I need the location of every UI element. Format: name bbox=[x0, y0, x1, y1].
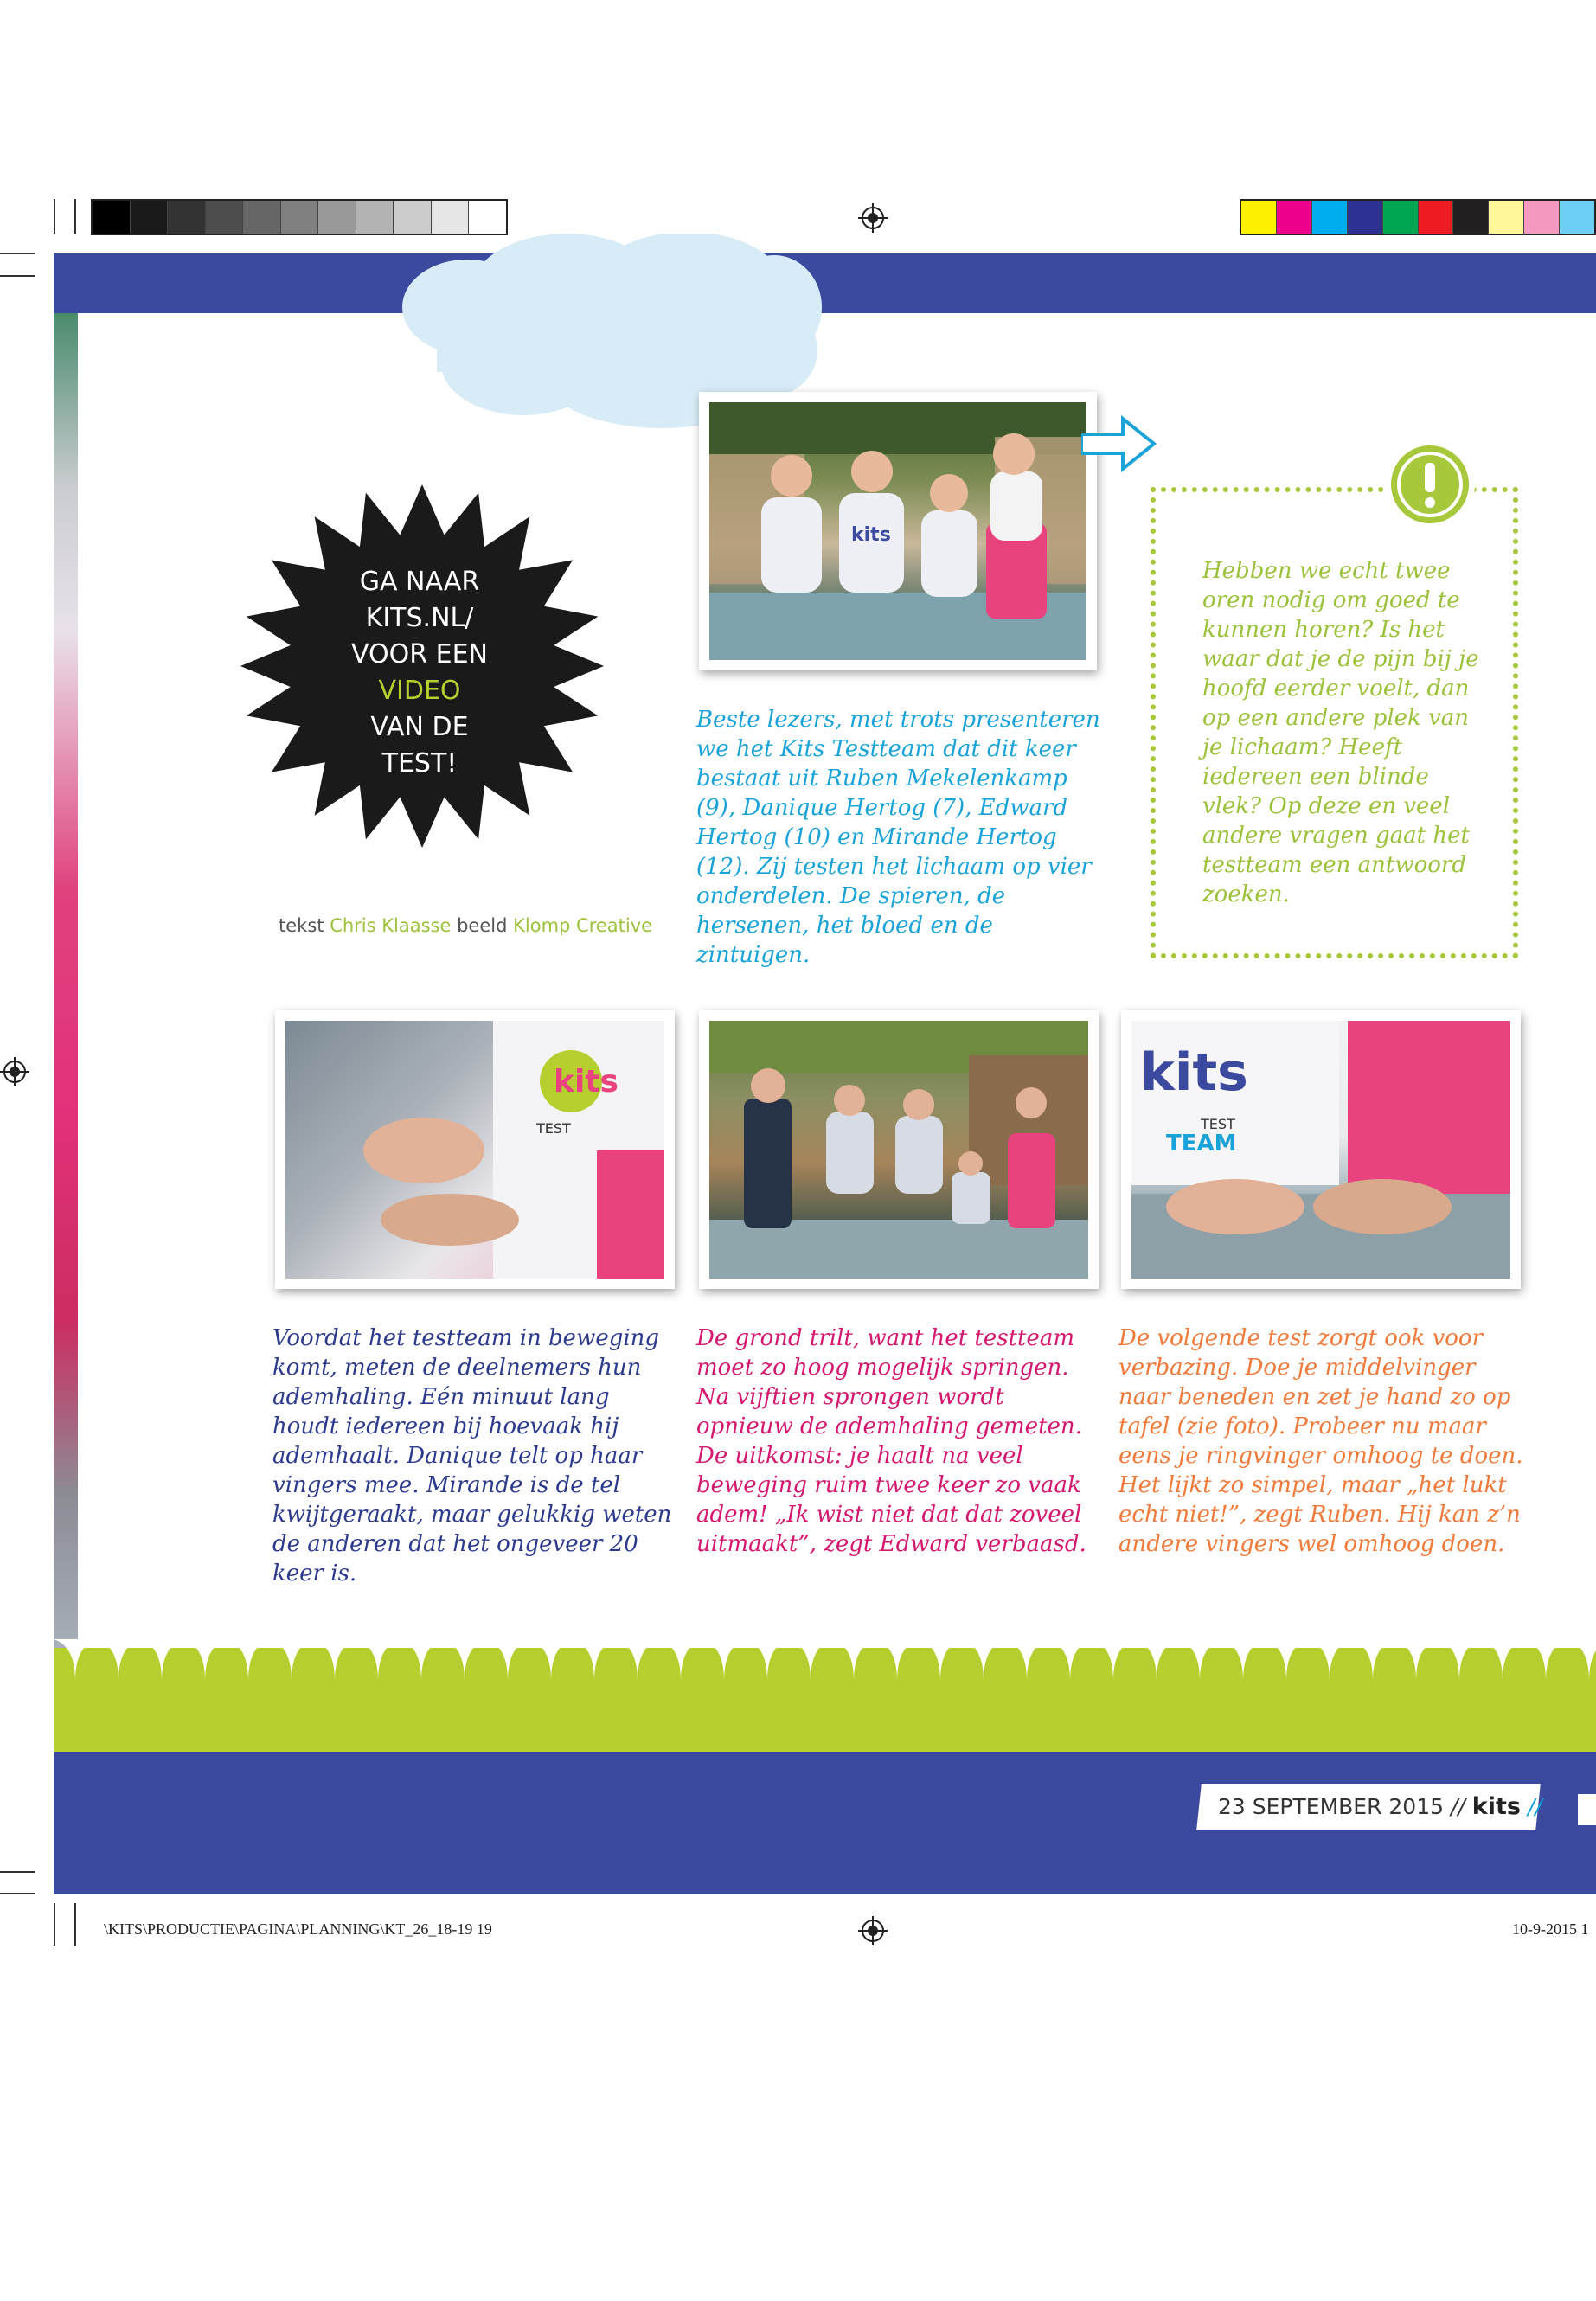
column-1-text: Voordat het testteam in beweging komt, meten de deelnemers hun ademhaling. Eén minuut lang houdt iedereen bij hoevaak hij ademhaalt. Danique telt op haar vingers mee. Mirande is de tel kwijtgeraakt, maar gelukkig weten de anderen dat het ongeveer 20 keer is. bbox=[272, 1325, 672, 1586]
crop-mark bbox=[0, 1871, 35, 1873]
credit-photographer: Klomp Creative bbox=[513, 915, 653, 936]
photo-image bbox=[709, 402, 1086, 660]
photo-team-group bbox=[699, 392, 1097, 670]
photo-illustration bbox=[285, 1021, 664, 1279]
info-box-text: Hebben we echt twee oren nodig om goed te kunnen horen? Is het waar dat je de pijn bij je hoofd eerder voelt, dan op een andere plek van je lichaam? Heeft iedereen een blinde vlek? Op deze en veel andere vragen gaat het testteam een antwoord zoeken. bbox=[1202, 558, 1479, 907]
shirt-logo-text: kits bbox=[851, 524, 891, 546]
scallop-tooth bbox=[1092, 1639, 1135, 1681]
registration-mark-icon bbox=[858, 203, 888, 233]
shirt-sub-text: TEST bbox=[536, 1120, 571, 1137]
credit-label: tekst bbox=[279, 915, 324, 936]
scallop-tooth bbox=[919, 1639, 962, 1681]
scallop-tooth bbox=[356, 1639, 400, 1681]
shirt-team-text: TEAM bbox=[1166, 1131, 1237, 1157]
scallop-tooth bbox=[789, 1639, 832, 1681]
scallop-tooth bbox=[875, 1639, 919, 1681]
photo-illustration bbox=[1131, 1021, 1510, 1279]
scallop-tooth bbox=[616, 1639, 659, 1681]
scallop-tooth bbox=[1005, 1639, 1048, 1681]
exclamation-icon bbox=[1382, 437, 1477, 532]
scallop-tooth bbox=[573, 1639, 616, 1681]
separator: // bbox=[1527, 1794, 1542, 1819]
starburst-line: KITS.NL/ bbox=[365, 603, 474, 633]
scallop-tooth bbox=[54, 1639, 97, 1681]
scallop-tooth bbox=[1221, 1639, 1265, 1681]
photo-illustration bbox=[709, 402, 1086, 660]
scallop-tooth bbox=[443, 1639, 486, 1681]
intro-paragraph: Beste lezers, met trots presenteren we het Kits Testteam dat dit keer bestaat uit Ruben Mekelenkamp (9), Danique Hertog (7), Edward Hertog (10) en Mirande Hertog (12). Zij testen het lichaam op vier onderdelen. De spieren, de hersenen, het bloed en de zintuigen. bbox=[696, 707, 1100, 968]
scallop-tooth bbox=[1351, 1639, 1394, 1681]
scallop-tooth bbox=[1567, 1639, 1596, 1681]
scallop-tooth bbox=[702, 1639, 746, 1681]
scallop-tooth bbox=[97, 1639, 140, 1681]
crop-mark bbox=[74, 1903, 76, 1946]
photo-jumping-test bbox=[699, 1010, 1099, 1289]
starburst-line: VAN DE bbox=[370, 712, 469, 742]
crop-mark bbox=[54, 199, 55, 234]
scallop-tooth bbox=[270, 1639, 313, 1681]
photo-finger-test bbox=[1121, 1010, 1521, 1289]
crop-mark bbox=[0, 1893, 35, 1894]
article-credits bbox=[279, 915, 652, 936]
slug-date: 10-9-2015 1 bbox=[1512, 1920, 1589, 1938]
crop-mark bbox=[74, 199, 76, 234]
starburst-line: VOOR EEN bbox=[351, 639, 488, 670]
photo-image bbox=[285, 1021, 664, 1279]
scallop-tooth bbox=[962, 1639, 1005, 1681]
scallop-tooth bbox=[140, 1639, 183, 1681]
page-corner-logo-fragment bbox=[1574, 1789, 1596, 1829]
color-bar bbox=[1240, 199, 1596, 235]
starburst-line: TEST! bbox=[381, 748, 458, 779]
scallop-tooth bbox=[1481, 1639, 1524, 1681]
brand-logo: kits bbox=[1471, 1793, 1521, 1820]
photo-counting-fingers bbox=[275, 1010, 675, 1289]
scallop-tooth bbox=[1048, 1639, 1092, 1681]
starburst-line: GA NAAR bbox=[359, 567, 480, 597]
scallop-tooth bbox=[1135, 1639, 1178, 1681]
shirt-logo-text: kits bbox=[1140, 1042, 1248, 1103]
crop-mark bbox=[54, 1903, 55, 1946]
registration-mark-icon bbox=[858, 1916, 888, 1945]
credit-label: beeld bbox=[457, 915, 508, 936]
issue-date: 23 SEPTEMBER 2015 bbox=[1218, 1794, 1445, 1819]
shirt-logo-text: kits bbox=[554, 1064, 619, 1099]
scallop-tooth bbox=[1524, 1639, 1567, 1681]
scallop-tooth bbox=[227, 1639, 270, 1681]
column-3-text: De volgende test zorgt ook voor verbazing. Doe je middelvinger naar beneden en zet je hand zo op tafel (zie foto). Probeer nu maar eens je ringvinger omhoog te doen. Het lijkt zo simpel, maar „het lukt echt niet!”, zegt Ruben. Hij kan z’n andere vingers wel omhoog doen. bbox=[1118, 1325, 1523, 1557]
scallop-tooth bbox=[400, 1639, 443, 1681]
scallop-tooth bbox=[1394, 1639, 1438, 1681]
separator: // bbox=[1450, 1794, 1465, 1819]
scallop-tooth bbox=[1308, 1639, 1351, 1681]
photo-illustration bbox=[709, 1021, 1088, 1279]
crop-mark bbox=[0, 253, 35, 254]
starburst-text bbox=[320, 564, 519, 782]
scallop-tooth bbox=[659, 1639, 702, 1681]
scallop-edge bbox=[54, 1639, 1596, 1682]
slug-path: \KITS\PRODUCTIE\PAGINA\PLANNING\KT_26_18-19 19 bbox=[104, 1920, 492, 1938]
photo-image bbox=[709, 1021, 1088, 1279]
left-page-image-strip bbox=[54, 313, 78, 1753]
photo-image bbox=[1131, 1021, 1510, 1279]
arrow-right-icon bbox=[1081, 413, 1157, 474]
shirt-sub-text: TEST bbox=[1201, 1116, 1235, 1132]
credit-author: Chris Klaasse bbox=[330, 915, 452, 936]
starburst-video-link: VIDEO bbox=[378, 676, 461, 706]
scallop-tooth bbox=[1438, 1639, 1481, 1681]
registration-mark-icon bbox=[0, 1057, 29, 1086]
scallop-tooth bbox=[183, 1639, 227, 1681]
scallop-tooth bbox=[832, 1639, 875, 1681]
footer-date-line bbox=[1218, 1793, 1542, 1820]
grayscale-bar bbox=[91, 199, 508, 235]
scallop-tooth bbox=[746, 1639, 789, 1681]
scallop-tooth bbox=[486, 1639, 529, 1681]
scallop-tooth bbox=[1265, 1639, 1308, 1681]
column-2-text: De grond trilt, want het testteam moet zo hoog mogelijk springen. Na vijftien sprongen wordt opnieuw de ademhaling gemeten. De uitkomst: je haalt na veel beweging ruim twee keer zo vaak adem! „Ik wist niet dat dat zoveel uitmaakt”, zegt Edward verbaasd. bbox=[696, 1325, 1086, 1557]
scallop-tooth bbox=[529, 1639, 573, 1681]
scallop-tooth bbox=[1178, 1639, 1221, 1681]
scallop-tooth bbox=[313, 1639, 356, 1681]
crop-mark bbox=[0, 275, 35, 277]
